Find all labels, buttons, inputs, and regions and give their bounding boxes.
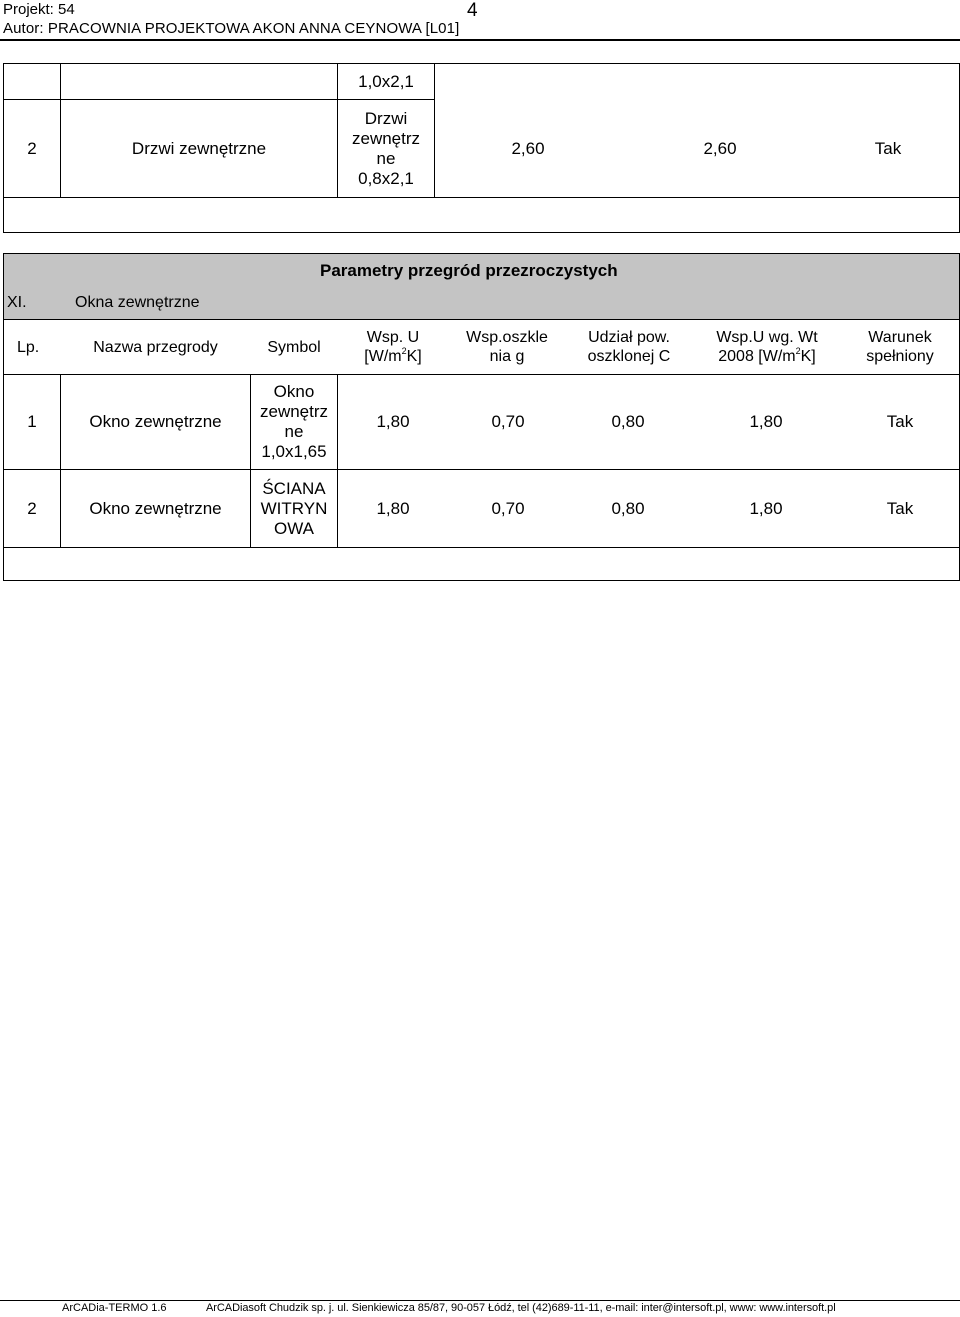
row-u: 1,80 — [376, 412, 410, 431]
col-header-wt-line2 — [718, 347, 816, 366]
unit-text: 2008 [W/m — [718, 348, 796, 365]
door-row-lp: 2 — [27, 138, 37, 158]
col-header-u-line2 — [364, 347, 421, 366]
author-label: Autor: PRACOWNIA PROJEKTOWA AKON ANNA CEYNOWA [L01] — [3, 20, 460, 37]
row-ok: Tak — [886, 498, 914, 518]
col-header-g-line2: nia g — [489, 348, 525, 365]
col-header-c-line2: oszklonej C — [587, 348, 671, 365]
door-symbol-line: 0,8x2,1 — [358, 168, 414, 188]
door-symbol-line: Drzwi — [364, 108, 408, 128]
unit-text: K] — [406, 348, 422, 365]
col-header-u-line1: Wsp. U — [366, 329, 420, 346]
row-wt: 1,80 — [749, 412, 783, 431]
symbol-line: WITRYN — [260, 498, 328, 518]
col-header-wt-line1: Wsp.U wg. Wt — [716, 329, 818, 346]
symbol-line: ne — [284, 422, 304, 441]
row-lp: 1 — [27, 412, 37, 431]
door-row-ok: Tak — [874, 138, 902, 158]
row-lp: 2 — [27, 498, 37, 518]
col-header-ok — [842, 320, 958, 374]
symbol-line: zewnętrz — [259, 402, 329, 421]
header-rule — [0, 39, 960, 41]
col-header-name: Nazwa przegrody — [93, 338, 218, 356]
unit-sup: 2 — [795, 345, 801, 356]
section-title: Okna zewnętrzne — [75, 294, 200, 311]
row-c: 0,80 — [611, 412, 645, 431]
unit-sup: 2 — [401, 345, 407, 356]
symbol-line: 1,0x1,65 — [261, 442, 327, 461]
section-number: XI. — [7, 294, 27, 311]
row-symbol — [251, 470, 337, 547]
project-label: Projekt: 54 — [3, 1, 75, 18]
symbol-line: OWA — [274, 518, 314, 538]
door-symbol-line: ne — [376, 148, 396, 168]
footer-company: ArCADiasoft Chudzik sp. j. ul. Sienkiewicza 85/87, 90-057 Łódź, tel (42)689-11-11, e-mail: inter@intersoft.pl, www: www.intersoft.pl — [206, 1302, 836, 1314]
door-top-symbol: 1,0x2,1 — [358, 71, 414, 91]
row-c: 0,80 — [611, 498, 645, 518]
row-name: Okno zewnętrzne — [89, 412, 222, 431]
col-header-lp: Lp. — [17, 338, 40, 356]
col-header-g-line1: Wsp.oszkle — [466, 329, 548, 346]
unit-text: [W/m — [364, 348, 402, 365]
row-ok: Tak — [886, 412, 914, 431]
col-header-u — [338, 320, 448, 374]
col-header-wt — [696, 320, 838, 374]
door-symbol-line: zewnętrz — [351, 128, 421, 148]
symbol-line: ŚCIANA — [262, 478, 326, 498]
row-name: Okno zewnętrzne — [89, 498, 222, 518]
door-row-u-max: 2,60 — [703, 138, 737, 158]
col-header-symbol: Symbol — [267, 338, 321, 356]
row-symbol — [251, 375, 337, 469]
page-number: 4 — [467, 0, 478, 21]
col-header-g — [452, 320, 562, 374]
door-row-u-value: 2,60 — [511, 138, 545, 158]
row-g: 0,70 — [491, 412, 525, 431]
params-title: Parametry przegród przezroczystych — [320, 261, 618, 280]
footer-software: ArCADia-TERMO 1.6 — [62, 1302, 167, 1314]
col-header-ok-line2: spełniony — [866, 348, 934, 365]
row-wt: 1,80 — [749, 498, 783, 518]
door-row-name: Drzwi zewnętrzne — [131, 138, 267, 158]
symbol-line: Okno — [273, 382, 315, 401]
col-header-c — [568, 320, 690, 374]
door-row-symbol — [338, 100, 434, 197]
col-header-ok-line1: Warunek — [868, 329, 932, 346]
row-u: 1,80 — [376, 498, 410, 518]
row-g: 0,70 — [491, 498, 525, 518]
unit-text: K] — [800, 348, 816, 365]
col-header-c-line1: Udział pow. — [588, 329, 670, 346]
